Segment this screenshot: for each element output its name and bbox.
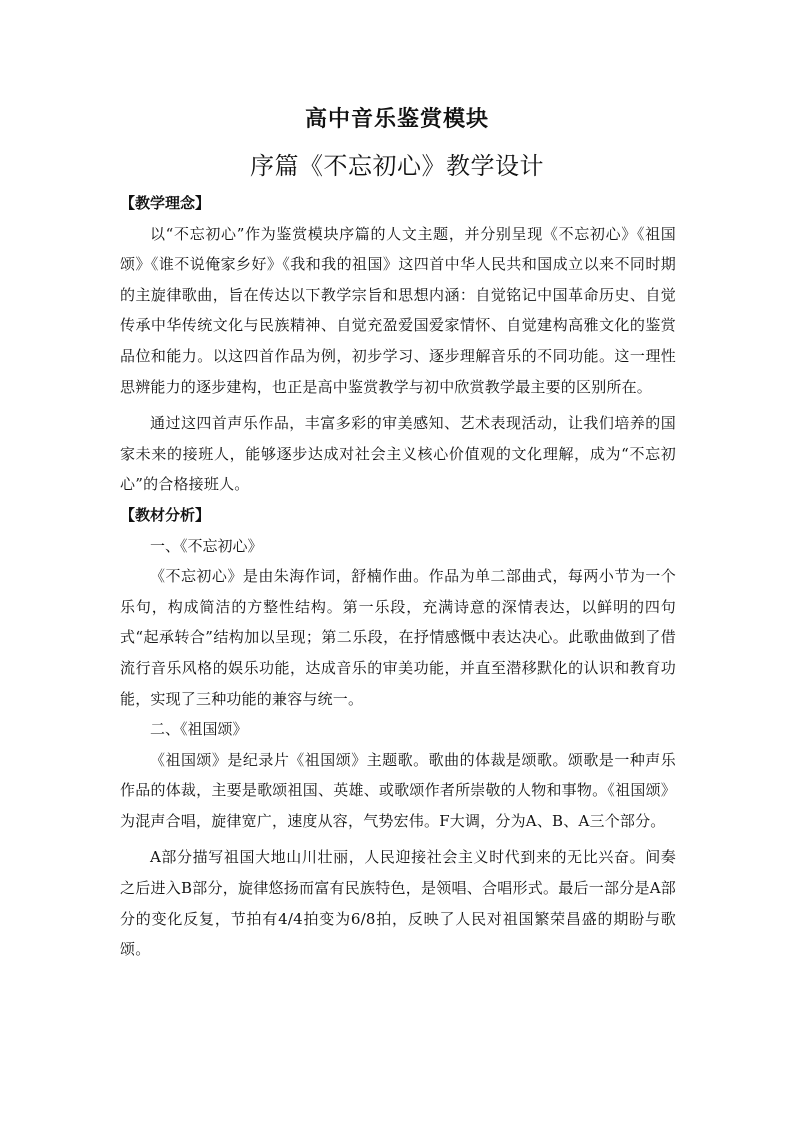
analysis-part2-title: 二、《祖国颂》 [150,720,248,739]
document-body [120,188,676,965]
analysis-part2-paragraph-1: 《祖国颂》是纪录片《祖国颂》主题歌。歌曲的体裁是颂歌。颂歌是一种声乐作品的体裁，主要是歌颂祖国、英雄、或歌颂作者所崇敬的人物和事物。《祖国颂》为混声合唱，旋律宽广，速度从容，气势宏伟。F大调，分为A、B、A三个部分。 [120,750,676,830]
philosophy-paragraph-2: 通过这四首声乐作品，丰富多彩的审美感知、艺术表现活动，让我们培养的国家未来的接班人，能够逐步达成对社会主义核心价值观的文化理解，成为“不忘初心”的合格接班人。 [120,414,676,494]
document-title: 高中音乐鉴赏模块 [304,106,489,132]
analysis-part2-paragraph-2: A部分描写祖国大地山川壮丽，人民迎接社会主义时代到来的无比兴奋。间奏之后进入B部分，旋律悠扬而富有民族特色，是领唱、合唱形式。最后一部分是A部分的变化反复，节拍有4/4拍变为6/8拍，反映了人民对祖国繁荣昌盛的期盼与歌颂。 [120,848,676,959]
document-subtitle: 序篇《不忘初心》教学设计 [250,152,544,180]
analysis-part1-paragraph-1: 《不忘初心》是由朱海作词，舒楠作曲。作品为单二部曲式，每两小节为一个乐句，构成简洁的方整性结构。第一乐段，充满诗意的深情表达，以鲜明的四句式“起承转合”结构加以呈现；第二乐段，在抒情感慨中表达决心。此歌曲做到了借流行音乐风格的娱乐功能，达成音乐的审美功能，并直至潜移默化的认识和教育功能，实现了三种功能的兼容与统一。 [120,567,676,708]
philosophy-paragraph-1: 以“不忘初心”作为鉴赏模块序篇的人文主题，并分别呈现《不忘初心》《祖国颂》《谁不说俺家乡好》《我和我的祖国》这四首中华人民共和国成立以来不同时期的主旋律歌曲，旨在传达以下教学宗旨和思想内涵：自觉铭记中国革命历史、自觉传承中华传统文化与民族精神、自觉充盈爱国爱家情怀、自觉建构高雅文化的鉴赏品位和能力。以这四首作品为例，初步学习、逐步理解音乐的不同功能。这一理性思辨能力的逐步建构，也正是高中鉴赏教学与初中欣赏教学最主要的区别所在。 [120,224,676,396]
analysis-part1-title: 一、《不忘初心》 [150,536,263,555]
section-heading-philosophy: 【教学理念】 [120,194,211,212]
section-heading-analysis: 【教材分析】 [120,505,211,524]
